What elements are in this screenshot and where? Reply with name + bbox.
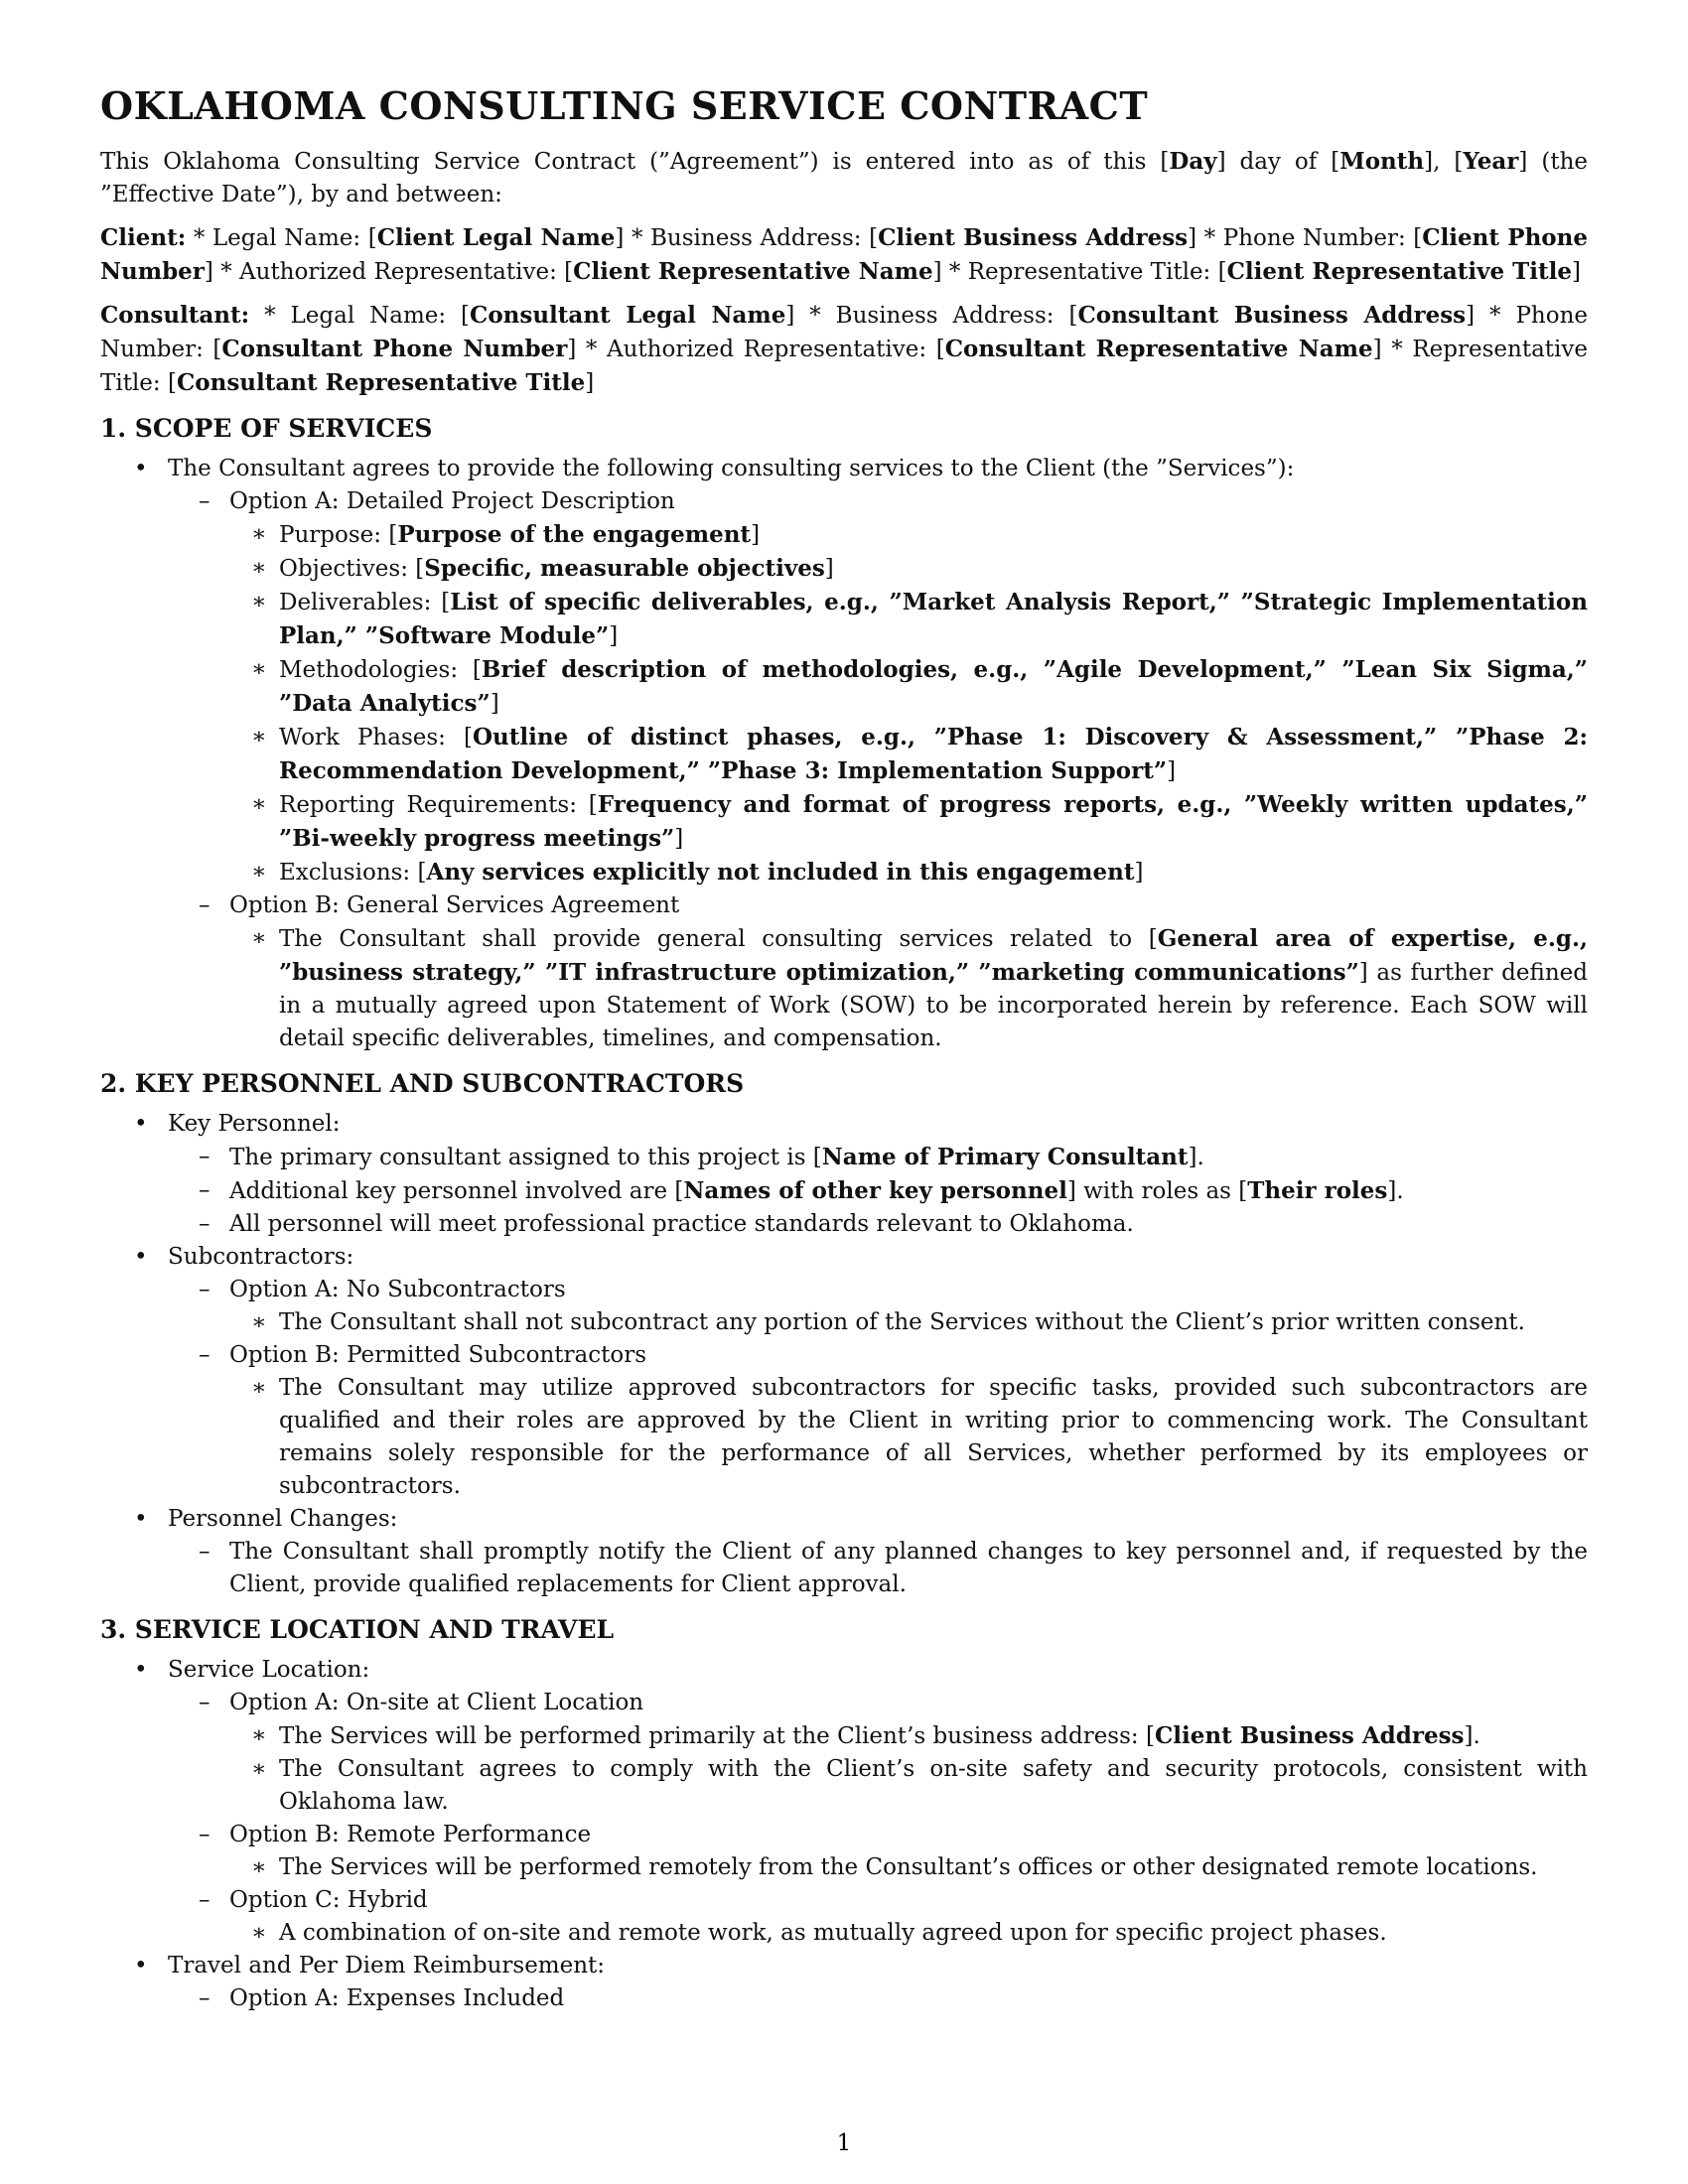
list-item: – Option A: No Subcontractors ∗ The Consultant shall not subcontract any portion of the Services without the Client’s prior written consent. [100,1274,1588,1339]
page-number: 1 [836,2130,852,2156]
list-item: ∗ The Services will be performed primarily at the Client’s business address: [Client Business Address]. [100,1719,1588,1753]
list-item: – Option B: Remote Performance ∗ The Services will be performed remotely from the Consultant’s offices or other designated remote locations. [100,1819,1588,1884]
consultant-block: Consultant: * Legal Name: [Consultant Legal Name] * Business Address: [Consultant Business Address] * Phone Number: [Consultant Phone Number] * Authorized Representative: [Consultant Representative Name] * Representative Title: [Consultant Representative Title] [100,302,1588,396]
list-item: ∗ Purpose: [Purpose of the engagement] [100,518,1588,552]
list-item: ∗ The Consultant shall provide general consulting services related to [General area of expertise, e.g., ”business strategy,” ”IT infrastructure optimization,” ”marketing communications”] as further defined in a mutually agreed upon Statement of Work (SOW) to be incorporated herein by reference. Each SOW will detail specific deliverables, timelines, and compensation. [100,922,1588,1055]
list-item: ∗ Exclusions: [Any services explicitly not included in this engagement] [100,856,1588,889]
list-item: ∗ The Consultant agrees to comply with the Client’s on-site safety and security protocols, consistent with Oklahoma law. [100,1753,1588,1819]
client-label: Client: [100,224,187,251]
section-heading: 3. SERVICE LOCATION AND TRAVEL [100,1615,615,1644]
list-item: – Option A: On-site at Client Location ∗ The Services will be performed primarily at the Client’s business address: [Client Business Address]. ∗ The Consultant agrees to comply with the Client’s on-site safety and security protocols, consistent with Oklahoma law. [100,1687,1588,1819]
day-field: Day [1169,148,1217,175]
list-item: – Option B: Permitted Subcontractors ∗ The Consultant may utilize approved subcontractors for specific tasks, provided such subcontractors are qualified and their roles are approved by the Client in writing prior to commencing work. The Consultant remains solely responsible for the performance of all Services, whether performed by its employees or subcontractors. [100,1339,1588,1503]
list-item: • Subcontractors: – Option A: No Subcontractors ∗ The Consultant shall not subcontract any portion of the Services without the Client’s prior written consent. – Option B: Permitted Subcontractors ∗ The Consultant may utilize approved subcontractors for specific tasks, provided such subcontractors are qualified and their roles are approved by the Client in writing prior to commencing work. The Consultant remains solely responsible for the performance of all Services, whether performed by its employees or subcontractors. [100,1241,1588,1503]
list-item: • Personnel Changes: – The Consultant shall promptly notify the Client of any planned changes to key personnel and, if requested by the Client, provide qualified replacements for Client approval. [100,1503,1588,1601]
list-item: ∗ A combination of on-site and remote work, as mutually agreed upon for specific project phases. [100,1917,1588,1950]
list-item: – Option A: Detailed Project Description ∗ Purpose: [Purpose of the engagement] ∗ Objectives: [Specific, measurable objectives] ∗ Deliverables: [List of specific deliverables, e.g., ”Market Analysis Report,” ”Strategic Implementation Plan,” ”Software Module”] ∗ Methodologies: [Brief description of methodologies, e.g., ”Agile Development,” ”Lean Six Sigma,” ”Data Analytics”] ∗ Work Phases: [Outline of distinct phases, e.g., ”Phase 1: Discovery & Assessment,” ”Phase 2: Recommendation Development,” ”Phase 3: Implementation Support”] ∗ Reporting Requirements: [Frequency and format of progress reports, e.g., ”Weekly written updates,” ”Bi-weekly progress meetings”] ∗ Exclusions: [Any services explicitly not included in this engagement] [100,485,1588,889]
list-item: – All personnel will meet professional practice standards relevant to Oklahoma. [100,1208,1588,1241]
list-item: – Additional key personnel involved are [Names of other key personnel] with roles as [Their roles]. [100,1174,1588,1208]
section-list [100,453,1588,1055]
month-field: Month [1339,148,1425,175]
list-item: ∗ The Consultant shall not subcontract any portion of the Services without the Client’s prior written consent. [100,1306,1588,1339]
list-item: • Service Location: – Option A: On-site at Client Location ∗ The Services will be performed primarily at the Client’s business address: [Client Business Address]. ∗ The Consultant agrees to comply with the Client’s on-site safety and security protocols, consistent with Oklahoma law. – Option B: Remote Performance ∗ The Services will be performed remotely from the Consultant’s offices or other designated remote locations. – Option C: Hybrid ∗ A combination of on-site and remote work, as mutually agreed upon for specific project phases. [100,1654,1588,1950]
section-list [100,1654,1588,2015]
section-heading: 1. SCOPE OF SERVICES [100,414,433,443]
year-field: Year [1463,148,1519,175]
client-block: Client: * Legal Name: [Client Legal Name] * Business Address: [Client Business Address] * Phone Number: [Client Phone Number] * Authorized Representative: [Client Representative Name] * Representative Title: [Client Representative Title] [100,224,1589,285]
section-heading: 2. KEY PERSONNEL AND SUBCONTRACTORS [100,1069,745,1098]
list-item: • Key Personnel: – The primary consultant assigned to this project is [Name of Primary Consultant]. – Additional key personnel involved are [Names of other key personnel] with roles as [Their roles]. – All personnel will meet professional practice standards relevant to Oklahoma. [100,1108,1588,1241]
list-item: ∗ Objectives: [Specific, measurable objectives] [100,552,1588,586]
intro-paragraph: This Oklahoma Consulting Service Contract (”Agreement”) is entered into as of this [Day] day of [Month], [Year] (the ”Effective Date”), by and between: [100,148,1588,207]
contract-page [100,83,1588,2015]
list-item: ∗ The Services will be performed remotely from the Consultant’s offices or other designated remote locations. [100,1851,1588,1884]
list-item: – Option C: Hybrid ∗ A combination of on-site and remote work, as mutually agreed upon for specific project phases. [100,1884,1588,1950]
list-item: – Option A: Expenses Included [100,1982,1588,2015]
consultant-label: Consultant: [100,302,250,329]
list-item: – Option B: General Services Agreement ∗ The Consultant shall provide general consulting services related to [General area of expertise, e.g., ”business strategy,” ”IT infrastructure optimization,” ”marketing communications”] as further defined in a mutually agreed upon Statement of Work (SOW) to be incorporated herein by reference. Each SOW will detail specific deliverables, timelines, and compensation. [100,889,1588,1055]
list-item: ∗ Methodologies: [Brief description of methodologies, e.g., ”Agile Development,” ”Lean Six Sigma,” ”Data Analytics”] [100,653,1588,721]
list-item: • Travel and Per Diem Reimbursement: – Option A: Expenses Included [100,1950,1588,2015]
list-item: ∗ The Consultant may utilize approved subcontractors for specific tasks, provided such subcontractors are qualified and their roles are approved by the Client in writing prior to commencing work. The Consultant remains solely responsible for the performance of all Services, whether performed by its employees or subcontractors. [100,1372,1588,1503]
list-item: ∗ Reporting Requirements: [Frequency and format of progress reports, e.g., ”Weekly written updates,” ”Bi-weekly progress meetings”] [100,788,1588,856]
list-item: ∗ Deliverables: [List of specific deliverables, e.g., ”Market Analysis Report,” ”Strategic Implementation Plan,” ”Software Module”] [100,586,1588,653]
document-title: OKLAHOMA CONSULTING SERVICE CONTRACT [100,83,1149,128]
section-list [100,1108,1588,1601]
list-item: • The Consultant agrees to provide the following consulting services to the Client (the ”Services”): – Option A: Detailed Project Description ∗ Purpose: [Purpose of the engagement] ∗ Objectives: [Specific, measurable objectives] ∗ Deliverables: [List of specific deliverables, e.g., ”Market Analysis Report,” ”Strategic Implementation Plan,” ”Software Module”] ∗ Methodologies: [Brief description of methodologies, e.g., ”Agile Development,” ”Lean Six Sigma,” ”Data Analytics”] ∗ Work Phases: [Outline of distinct phases, e.g., ”Phase 1: Discovery & Assessment,” ”Phase 2: Recommendation Development,” ”Phase 3: Implementation Support”] ∗ Reporting Requirements: [Frequency and format of progress reports, e.g., ”Weekly written updates,” ”Bi-weekly progress meetings”] ∗ Exclusions: [Any services explicitly not included in this engagement] – Option B: General Services Agreement ∗ The Consultant shall provide general consulting services related to [General area of expertise, e.g., ”business strategy,” ”IT infrastructure optimization,” ”marketing communications”] as further defined in a mutually agreed upon Statement of Work (SOW) to be incorporated herein by reference. Each SOW will detail specific deliverables, timelines, and compensation. [100,453,1588,1055]
list-item: – The primary consultant assigned to this project is [Name of Primary Consultant]. [100,1141,1588,1174]
list-item: – The Consultant shall promptly notify the Client of any planned changes to key personnel and, if requested by the Client, provide qualified replacements for Client approval. [100,1536,1588,1601]
list-item: ∗ Work Phases: [Outline of distinct phases, e.g., ”Phase 1: Discovery & Assessment,” ”Phase 2: Recommendation Development,” ”Phase 3: Implementation Support”] [100,721,1588,788]
